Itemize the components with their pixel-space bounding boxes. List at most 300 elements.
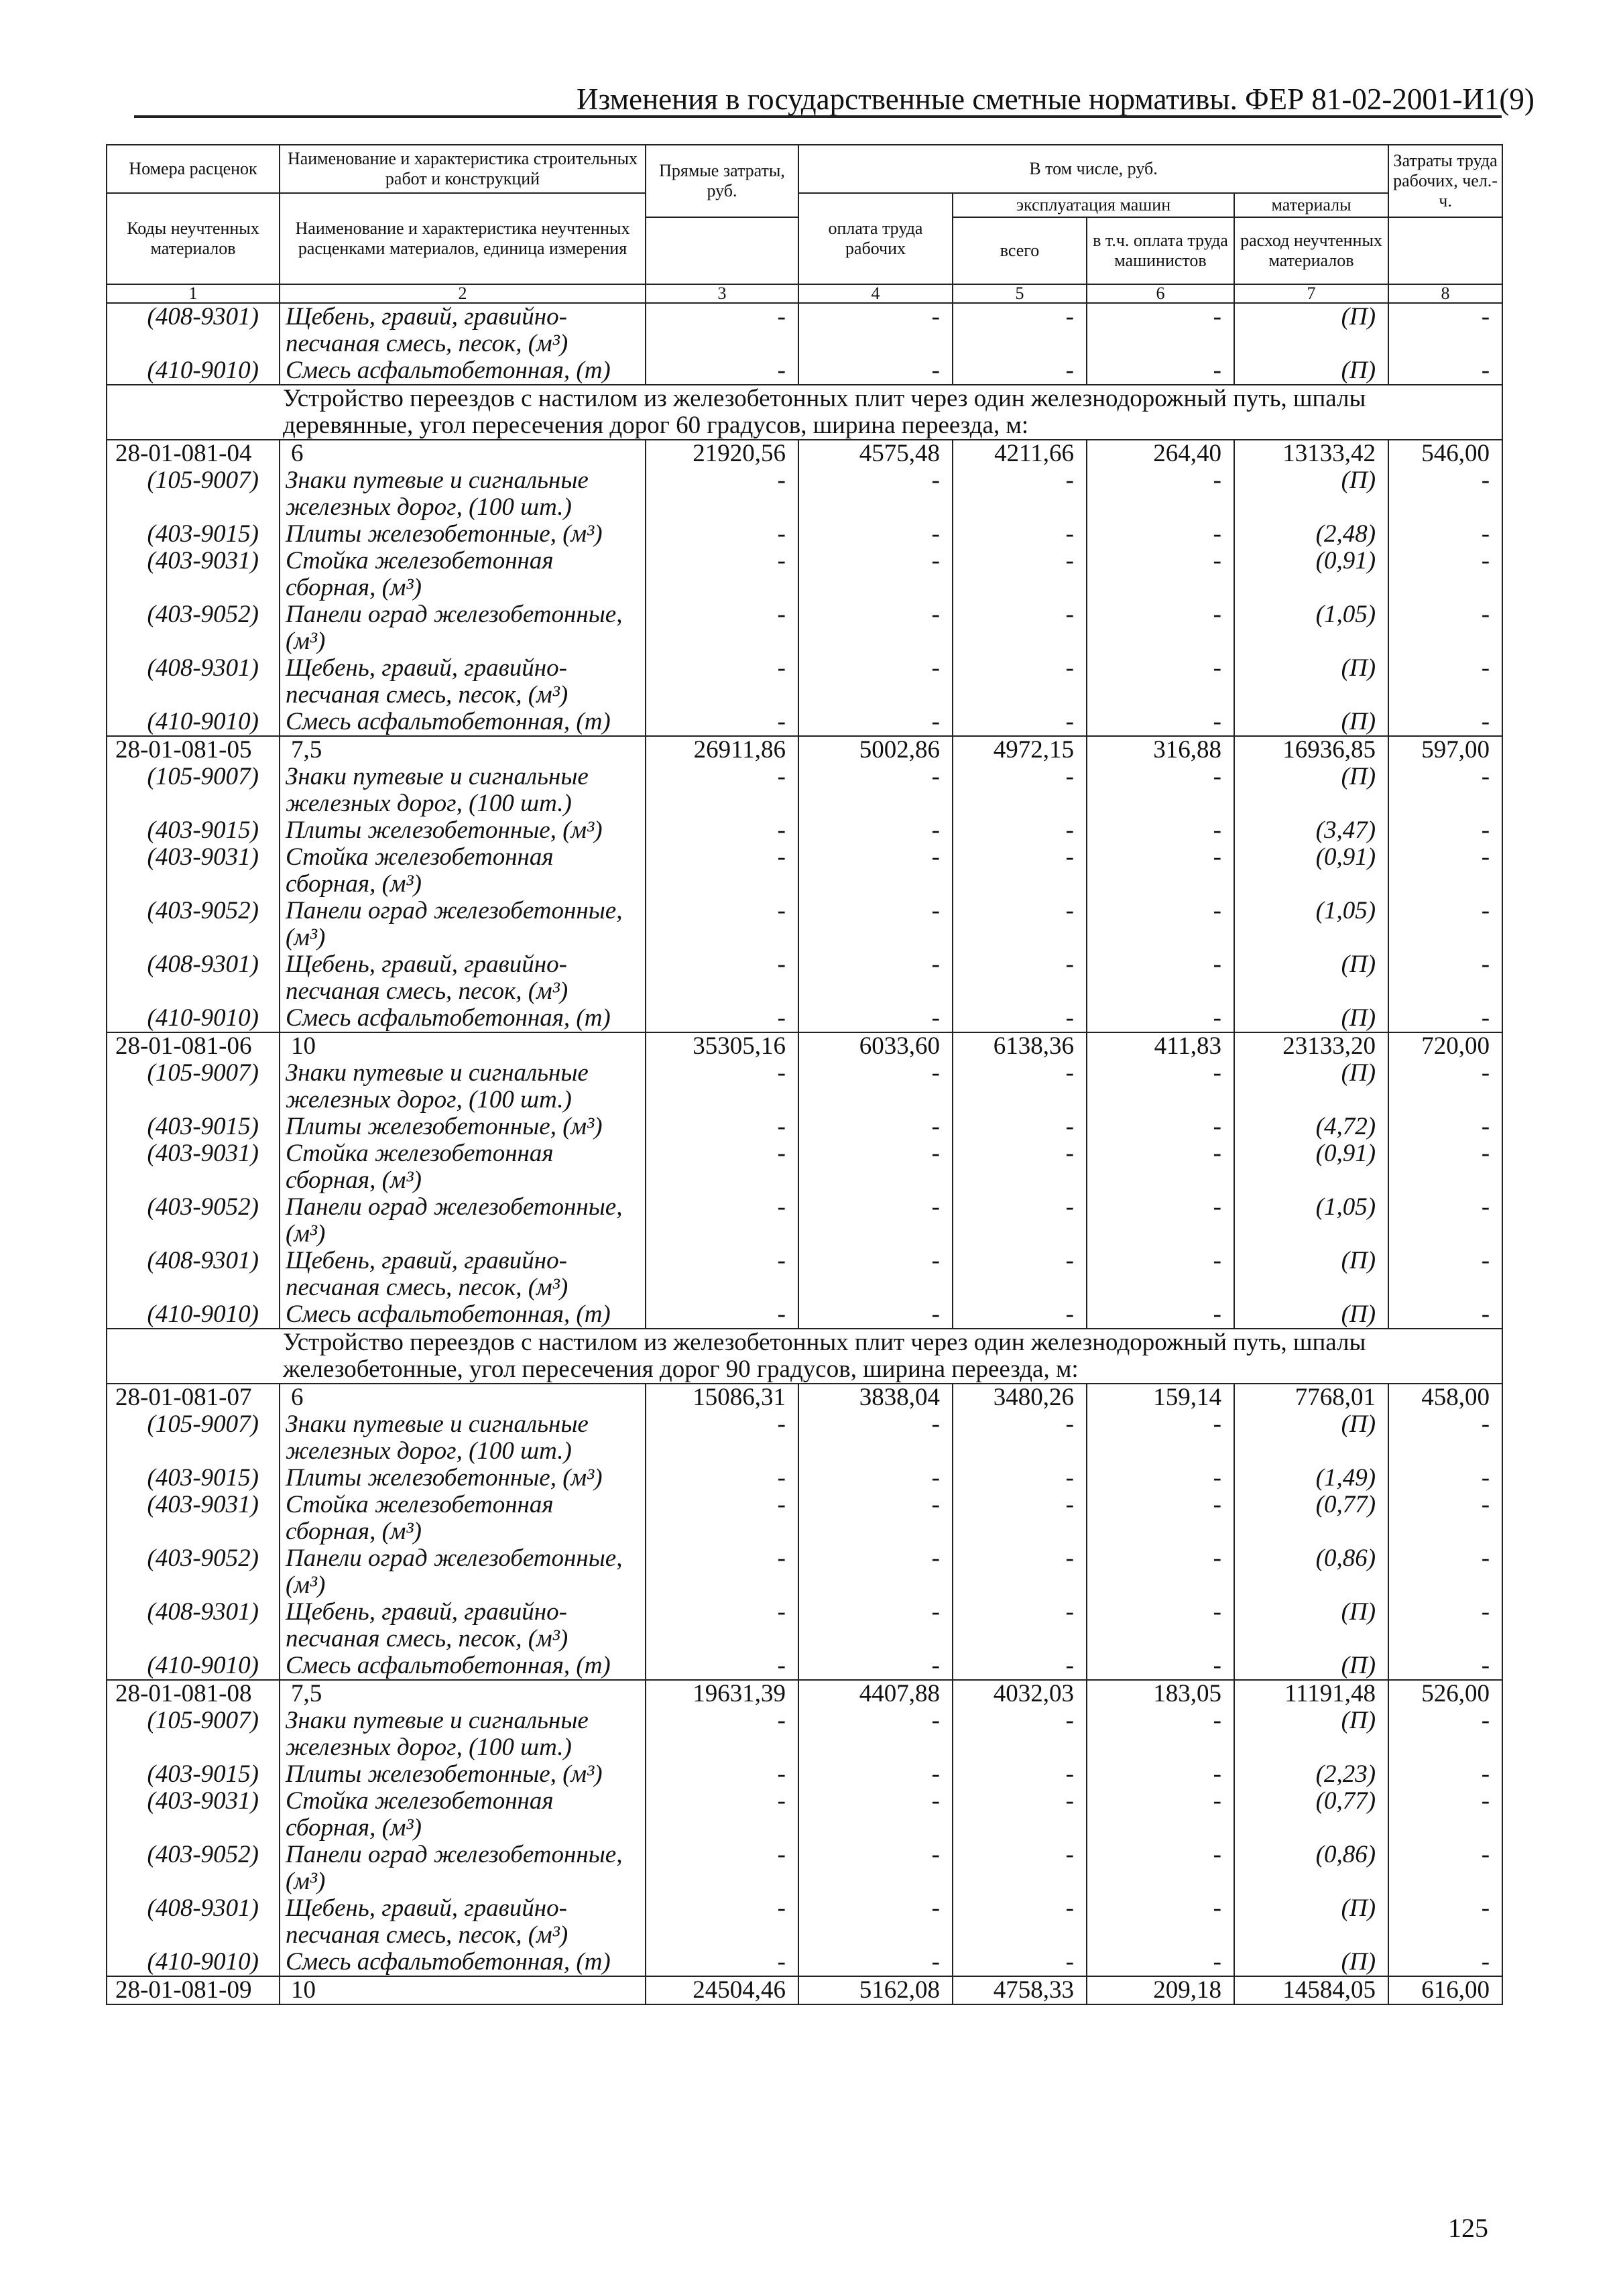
- cell-v6: -: [1087, 1194, 1234, 1248]
- name-line: Смесь асфальтобетонная, (т): [286, 708, 611, 735]
- material-code: (410-9010): [107, 709, 280, 736]
- cell-v6: -: [1087, 844, 1234, 898]
- cell-v3: -: [646, 817, 798, 844]
- material-code: (105-9007): [107, 1411, 280, 1465]
- cell-v8: -: [1388, 844, 1502, 898]
- material-code: (403-9052): [107, 1545, 280, 1599]
- cell-v7: (П): [1234, 764, 1388, 817]
- name-line: Панели оград железобетонные,: [286, 1545, 623, 1572]
- cell-v3: -: [646, 1301, 798, 1329]
- cell-v3: -: [646, 1060, 798, 1113]
- material-code: (410-9010): [107, 1005, 280, 1032]
- material-name: [280, 1599, 646, 1652]
- cell-v5: -: [953, 1060, 1087, 1113]
- rate-code: 28-01-081-04: [107, 440, 280, 467]
- material-code: (410-9010): [107, 1301, 280, 1329]
- material-name: [280, 655, 646, 709]
- header-blank-col8: [1388, 217, 1502, 284]
- material-row: [107, 1465, 1502, 1492]
- cell-v5: -: [953, 655, 1087, 709]
- cell-v4: -: [798, 844, 953, 898]
- cell-v5: -: [953, 521, 1087, 548]
- cell-v5: -: [953, 1788, 1087, 1841]
- name-line: песчаная смесь, песок, (м³): [286, 1921, 568, 1949]
- cell-v7: 16936,85: [1234, 736, 1388, 764]
- rate-row: [107, 736, 1502, 764]
- cell-v6: -: [1087, 1005, 1234, 1032]
- cell-v6: -: [1087, 601, 1234, 655]
- cell-v5: -: [953, 844, 1087, 898]
- cell-v3: -: [646, 1895, 798, 1949]
- cell-v8: -: [1388, 1465, 1502, 1492]
- cell-v3: -: [646, 655, 798, 709]
- cell-v7: 13133,42: [1234, 440, 1388, 467]
- cell-v5: -: [953, 1248, 1087, 1301]
- cell-v7: (0,91): [1234, 1140, 1388, 1194]
- material-code: (408-9301): [107, 1248, 280, 1301]
- cell-v8: -: [1388, 1599, 1502, 1652]
- header-machinist-pay: в т.ч. оплата труда машинистов: [1087, 217, 1234, 284]
- material-name: [280, 1194, 646, 1248]
- material-code: (408-9301): [107, 1599, 280, 1652]
- cell-v4: -: [798, 764, 953, 817]
- cell-v6: -: [1087, 1545, 1234, 1599]
- name-line: Смесь асфальтобетонная, (т): [286, 1004, 611, 1032]
- cell-v8: -: [1388, 303, 1502, 357]
- cell-v7: (1,49): [1234, 1465, 1388, 1492]
- cell-v6: -: [1087, 1761, 1234, 1788]
- name-line: Щебень, гравий, гравийно-: [286, 1598, 567, 1626]
- cell-v4: -: [798, 1194, 953, 1248]
- cell-v7: (П): [1234, 655, 1388, 709]
- name-line: 6: [291, 440, 304, 467]
- material-row: [107, 817, 1502, 844]
- material-name: [280, 709, 646, 736]
- name-line: Плиты железобетонные, (м³): [286, 1464, 603, 1492]
- cell-v4: -: [798, 467, 953, 521]
- cell-v4: -: [798, 817, 953, 844]
- cell-v6: -: [1087, 548, 1234, 601]
- cell-v6: 183,05: [1087, 1680, 1234, 1707]
- cell-v6: -: [1087, 1113, 1234, 1140]
- cell-v5: -: [953, 303, 1087, 357]
- cell-v6: -: [1087, 357, 1234, 385]
- cell-v3: -: [646, 1652, 798, 1680]
- material-code: (403-9052): [107, 898, 280, 951]
- material-row: [107, 1545, 1502, 1599]
- material-name: [280, 1707, 646, 1761]
- material-row: [107, 521, 1502, 548]
- page-number: 125: [1448, 2213, 1488, 2243]
- header-work-name: Наименование и характеристика строительных работ и конструкций: [280, 145, 646, 193]
- cell-v3: -: [646, 1194, 798, 1248]
- header-materials-group: материалы: [1234, 193, 1388, 217]
- name-line: (м³): [286, 1220, 326, 1248]
- cell-v4: 3838,04: [798, 1384, 953, 1411]
- material-row: [107, 1411, 1502, 1465]
- cell-v4: -: [798, 1761, 953, 1788]
- material-code: (403-9015): [107, 1761, 280, 1788]
- material-row: [107, 601, 1502, 655]
- rate-code: 28-01-081-06: [107, 1032, 280, 1060]
- cell-v3: -: [646, 764, 798, 817]
- cell-v3: -: [646, 1949, 798, 1976]
- material-code: (403-9052): [107, 1194, 280, 1248]
- cell-v4: -: [798, 1465, 953, 1492]
- cell-v5: 6138,36: [953, 1032, 1087, 1060]
- rate-width: [280, 440, 646, 467]
- cell-v3: 26911,86: [646, 736, 798, 764]
- material-row: [107, 1599, 1502, 1652]
- material-name: [280, 817, 646, 844]
- cell-v6: -: [1087, 898, 1234, 951]
- cell-v8: -: [1388, 709, 1502, 736]
- cell-v5: -: [953, 1545, 1087, 1599]
- material-code: (410-9010): [107, 1949, 280, 1976]
- material-name: [280, 1761, 646, 1788]
- cell-v8: -: [1388, 1005, 1502, 1032]
- cell-v7: (П): [1234, 1301, 1388, 1329]
- header-worker-pay: оплата труда рабочих: [798, 193, 953, 284]
- name-line: Знаки путевые и сигнальные: [286, 763, 589, 790]
- rate-code: 28-01-081-07: [107, 1384, 280, 1411]
- material-row: [107, 764, 1502, 817]
- cell-v6: -: [1087, 764, 1234, 817]
- cell-v4: -: [798, 1301, 953, 1329]
- cell-v4: 5002,86: [798, 736, 953, 764]
- cell-v8: -: [1388, 764, 1502, 817]
- name-line: (м³): [286, 627, 326, 655]
- material-row: [107, 1140, 1502, 1194]
- cell-v8: -: [1388, 817, 1502, 844]
- cell-v6: -: [1087, 1895, 1234, 1949]
- cell-v7: (П): [1234, 951, 1388, 1005]
- cell-v4: -: [798, 521, 953, 548]
- name-line: песчаная смесь, песок, (м³): [286, 1625, 568, 1652]
- cell-v5: -: [953, 1194, 1087, 1248]
- material-code: (105-9007): [107, 467, 280, 521]
- name-line: песчаная смесь, песок, (м³): [286, 1274, 568, 1301]
- cell-v3: 19631,39: [646, 1680, 798, 1707]
- material-name: [280, 1949, 646, 1976]
- cell-v6: -: [1087, 1841, 1234, 1895]
- col-num-8: 8: [1388, 284, 1502, 303]
- cell-v5: -: [953, 951, 1087, 1005]
- material-row: [107, 1060, 1502, 1113]
- cell-v8: -: [1388, 1194, 1502, 1248]
- name-line: (м³): [286, 1571, 326, 1599]
- cell-v5: -: [953, 1411, 1087, 1465]
- cell-v7: (0,86): [1234, 1841, 1388, 1895]
- cell-v3: -: [646, 1492, 798, 1545]
- cell-v5: -: [953, 1113, 1087, 1140]
- cell-v6: -: [1087, 467, 1234, 521]
- cell-v4: -: [798, 1545, 953, 1599]
- material-name: [280, 1492, 646, 1545]
- cell-v4: -: [798, 303, 953, 357]
- name-line: Стойка железобетонная: [286, 843, 554, 871]
- cell-v5: -: [953, 1005, 1087, 1032]
- cell-v3: 21920,56: [646, 440, 798, 467]
- cell-v5: -: [953, 1761, 1087, 1788]
- material-row: [107, 1761, 1502, 1788]
- cell-v5: -: [953, 467, 1087, 521]
- material-row: [107, 1841, 1502, 1895]
- cell-v3: 35305,16: [646, 1032, 798, 1060]
- cell-v5: 4032,03: [953, 1680, 1087, 1707]
- cell-v4: -: [798, 357, 953, 385]
- cell-v7: (П): [1234, 1248, 1388, 1301]
- section-heading: [107, 385, 1502, 440]
- name-line: железных дорог, (100 шт.): [286, 1437, 572, 1465]
- col-num-6: 6: [1087, 284, 1234, 303]
- cell-v7: (3,47): [1234, 817, 1388, 844]
- material-code: (403-9031): [107, 1492, 280, 1545]
- header-direct-costs: Прямые затраты, руб.: [646, 145, 798, 217]
- cell-v8: -: [1388, 467, 1502, 521]
- cell-v3: -: [646, 1248, 798, 1301]
- material-row: [107, 844, 1502, 898]
- cell-v5: -: [953, 1599, 1087, 1652]
- cell-v7: (П): [1234, 1707, 1388, 1761]
- cell-v4: -: [798, 1411, 953, 1465]
- cell-v3: -: [646, 1788, 798, 1841]
- cell-v5: -: [953, 1465, 1087, 1492]
- rate-code: 28-01-081-09: [107, 1976, 280, 2004]
- section-heading-line: деревянные, угол пересечения дорог 60 градусов, ширина переезда, м:: [283, 412, 1029, 439]
- name-line: Щебень, гравий, гравийно-: [286, 1894, 567, 1922]
- cell-v7: (П): [1234, 1060, 1388, 1113]
- material-code: (403-9015): [107, 521, 280, 548]
- section-heading-line: железобетонные, угол пересечения дорог 90 градусов, ширина переезда, м:: [283, 1355, 1079, 1383]
- rate-width: [280, 1032, 646, 1060]
- name-line: Щебень, гравий, гравийно-: [286, 654, 567, 682]
- section-heading-row: [107, 385, 1502, 440]
- cell-v6: -: [1087, 1788, 1234, 1841]
- cell-v3: -: [646, 709, 798, 736]
- material-code: (410-9010): [107, 1652, 280, 1680]
- cell-v3: -: [646, 601, 798, 655]
- name-line: Щебень, гравий, гравийно-: [286, 303, 567, 330]
- cell-v3: -: [646, 1761, 798, 1788]
- rate-code: 28-01-081-05: [107, 736, 280, 764]
- cell-v7: (П): [1234, 1005, 1388, 1032]
- cell-v8: -: [1388, 898, 1502, 951]
- material-code: (105-9007): [107, 764, 280, 817]
- cell-v6: 209,18: [1087, 1976, 1234, 2004]
- cell-v3: -: [646, 357, 798, 385]
- cell-v4: -: [798, 601, 953, 655]
- cell-v5: -: [953, 709, 1087, 736]
- material-name: [280, 1788, 646, 1841]
- cell-v8: -: [1388, 1060, 1502, 1113]
- material-name: [280, 548, 646, 601]
- section-heading-line: Устройство переездов с настилом из железобетонных плит через один железнодорожный путь, шпалы: [283, 385, 1366, 412]
- header-material-name: Наименование и характеристика неучтенных расценками материалов, единица измерения: [280, 193, 646, 284]
- name-line: сборная, (м³): [286, 870, 422, 898]
- cell-v8: -: [1388, 1949, 1502, 1976]
- cell-v7: (П): [1234, 1652, 1388, 1680]
- material-row: [107, 1005, 1502, 1032]
- cell-v4: -: [798, 1113, 953, 1140]
- cell-v6: -: [1087, 1652, 1234, 1680]
- cell-v5: -: [953, 357, 1087, 385]
- material-row: [107, 951, 1502, 1005]
- section-heading-line: Устройство переездов с настилом из железобетонных плит через один железнодорожный путь, шпалы: [283, 1329, 1366, 1356]
- cell-v8: -: [1388, 548, 1502, 601]
- material-row: [107, 1248, 1502, 1301]
- material-row: [107, 303, 1502, 357]
- norms-table: [106, 144, 1503, 2005]
- cell-v7: (П): [1234, 1411, 1388, 1465]
- material-code: (403-9015): [107, 1113, 280, 1140]
- name-line: Стойка железобетонная: [286, 1140, 554, 1167]
- material-row: [107, 1949, 1502, 1976]
- cell-v5: -: [953, 601, 1087, 655]
- cell-v8: -: [1388, 357, 1502, 385]
- col-num-5: 5: [953, 284, 1087, 303]
- material-code: (408-9301): [107, 1895, 280, 1949]
- name-line: Панели оград железобетонные,: [286, 1841, 623, 1868]
- cell-v8: -: [1388, 601, 1502, 655]
- cell-v6: -: [1087, 817, 1234, 844]
- cell-v7: (1,05): [1234, 1194, 1388, 1248]
- cell-v8: 546,00: [1388, 440, 1502, 467]
- material-name: [280, 1652, 646, 1680]
- cell-v7: (П): [1234, 1895, 1388, 1949]
- cell-v5: -: [953, 1949, 1087, 1976]
- cell-v8: 720,00: [1388, 1032, 1502, 1060]
- rate-row: [107, 1384, 1502, 1411]
- cell-v8: 616,00: [1388, 1976, 1502, 2004]
- name-line: сборная, (м³): [286, 1518, 422, 1545]
- cell-v7: 14584,05: [1234, 1976, 1388, 2004]
- cell-v6: 159,14: [1087, 1384, 1234, 1411]
- name-line: Смесь асфальтобетонная, (т): [286, 1948, 611, 1976]
- cell-v4: 4575,48: [798, 440, 953, 467]
- cell-v8: -: [1388, 1301, 1502, 1329]
- material-name: [280, 303, 646, 357]
- name-line: Знаки путевые и сигнальные: [286, 1059, 589, 1087]
- name-line: Щебень, гравий, гравийно-: [286, 1247, 567, 1274]
- name-line: 10: [291, 1976, 316, 2004]
- cell-v4: -: [798, 655, 953, 709]
- name-line: (м³): [286, 924, 326, 951]
- material-code: (105-9007): [107, 1707, 280, 1761]
- cell-v5: -: [953, 548, 1087, 601]
- name-line: сборная, (м³): [286, 1814, 422, 1841]
- cell-v5: -: [953, 1492, 1087, 1545]
- rate-row: [107, 1032, 1502, 1060]
- header-material-codes: Коды неучтенных материалов: [107, 193, 280, 284]
- material-code: (403-9031): [107, 1788, 280, 1841]
- name-line: Смесь асфальтобетонная, (т): [286, 1652, 611, 1679]
- cell-v8: -: [1388, 1895, 1502, 1949]
- cell-v4: -: [798, 1005, 953, 1032]
- material-name: [280, 1411, 646, 1465]
- cell-v4: -: [798, 1652, 953, 1680]
- col-num-2: 2: [280, 284, 646, 303]
- material-name: [280, 1465, 646, 1492]
- material-name: [280, 1895, 646, 1949]
- header-rule: [134, 115, 1502, 118]
- section-heading: [107, 1329, 1502, 1384]
- col-num-7: 7: [1234, 284, 1388, 303]
- material-row: [107, 655, 1502, 709]
- page-header-title: Изменения в государственные сметные нормативы. ФЕР 81-02-2001-И1(9): [577, 82, 1535, 116]
- material-name: [280, 1545, 646, 1599]
- name-line: песчаная смесь, песок, (м³): [286, 330, 568, 357]
- cell-v4: 4407,88: [798, 1680, 953, 1707]
- cell-v7: (0,86): [1234, 1545, 1388, 1599]
- cell-v3: 24504,46: [646, 1976, 798, 2004]
- name-line: Смесь асфальтобетонная, (т): [286, 1301, 611, 1328]
- cell-v6: -: [1087, 1411, 1234, 1465]
- name-line: Смесь асфальтобетонная, (т): [286, 357, 611, 384]
- cell-v3: -: [646, 521, 798, 548]
- name-line: железных дорог, (100 шт.): [286, 1086, 572, 1113]
- table-body: [107, 303, 1502, 2004]
- cell-v8: -: [1388, 1411, 1502, 1465]
- name-line: 7,5: [291, 736, 322, 764]
- cell-v7: (0,91): [1234, 548, 1388, 601]
- cell-v6: -: [1087, 709, 1234, 736]
- name-line: Плиты железобетонные, (м³): [286, 1760, 603, 1788]
- cell-v7: (П): [1234, 467, 1388, 521]
- name-line: Плиты железобетонные, (м³): [286, 520, 603, 548]
- cell-v6: -: [1087, 1707, 1234, 1761]
- material-row: [107, 548, 1502, 601]
- cell-v6: 316,88: [1087, 736, 1234, 764]
- material-name: [280, 1005, 646, 1032]
- name-line: Плиты железобетонные, (м³): [286, 817, 603, 844]
- cell-v5: 4758,33: [953, 1976, 1087, 2004]
- cell-v5: -: [953, 764, 1087, 817]
- section-heading-row: [107, 1329, 1502, 1384]
- cell-v5: -: [953, 1707, 1087, 1761]
- cell-v8: -: [1388, 521, 1502, 548]
- name-line: Стойка железобетонная: [286, 1787, 554, 1815]
- material-code: (105-9007): [107, 1060, 280, 1113]
- cell-v4: 5162,08: [798, 1976, 953, 2004]
- cell-v5: -: [953, 1895, 1087, 1949]
- name-line: Знаки путевые и сигнальные: [286, 1410, 589, 1438]
- name-line: Стойка железобетонная: [286, 547, 554, 575]
- cell-v4: -: [798, 1248, 953, 1301]
- header-blank-col3: [646, 217, 798, 284]
- cell-v3: -: [646, 548, 798, 601]
- material-code: (403-9015): [107, 1465, 280, 1492]
- name-line: (м³): [286, 1868, 326, 1895]
- cell-v4: -: [798, 1140, 953, 1194]
- name-line: 7,5: [291, 1680, 322, 1707]
- cell-v7: 7768,01: [1234, 1384, 1388, 1411]
- cell-v5: -: [953, 1841, 1087, 1895]
- name-line: Панели оград железобетонные,: [286, 601, 623, 628]
- name-line: сборная, (м³): [286, 574, 422, 601]
- name-line: Стойка железобетонная: [286, 1491, 554, 1518]
- material-code: (410-9010): [107, 357, 280, 385]
- material-row: [107, 1113, 1502, 1140]
- col-num-4: 4: [798, 284, 953, 303]
- cell-v4: -: [798, 548, 953, 601]
- cell-v8: -: [1388, 1761, 1502, 1788]
- cell-v8: -: [1388, 655, 1502, 709]
- material-code: (403-9031): [107, 844, 280, 898]
- material-name: [280, 844, 646, 898]
- material-row: [107, 467, 1502, 521]
- cell-v7: (0,77): [1234, 1492, 1388, 1545]
